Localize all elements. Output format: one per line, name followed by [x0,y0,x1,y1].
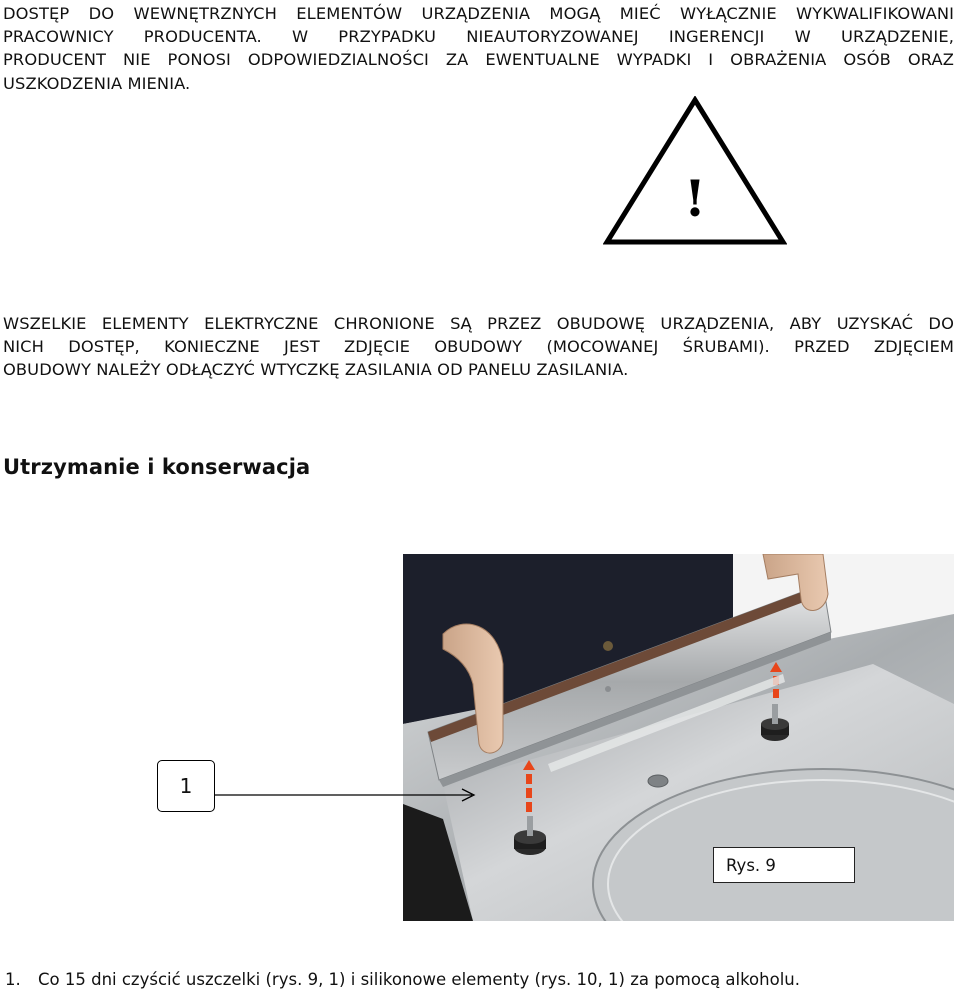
paragraph-line: WSZELKIE ELEMENTY ELEKTRYCZNE CHRONIONE SĄ PRZEZ OBUDOWĘ URZĄDZENIA, ABY UZYSKAĆ DO [3,314,954,333]
figure-caption: Rys. 9 [713,847,855,883]
paragraph-line: NICH DOSTĘP, KONIECZNE JEST ZDJĘCIE OBUDOWY (MOCOWANEJ ŚRUBAMI). PRZED ZDJĘCIEM [3,337,954,357]
paragraph-line: USZKODZENIA MIENIA. [3,73,191,93]
exclamation-triangle-icon [603,96,787,246]
paragraph-line: PRODUCENT NIE PONOSI ODPOWIEDZIALNOŚCI ZA EWENTUALNE WYPADKI I OBRAŻENIA OSÓB ORAZ [3,50,954,70]
warning-symbol: ! [684,169,706,228]
warning-paragraph-electrical [3,312,954,382]
paragraph-line: OBUDOWY NALEŻY ODŁĄCZYĆ WTYCZKĘ ZASILANIA OD PANELU ZASILANIA. [3,360,629,380]
callout-leader-line [214,770,484,810]
paragraph-line: PRACOWNICY PRODUCENTA. W PRZYPADKU NIEAUTORYZOWANEJ INGERENCJI W URZĄDZENIE, [3,27,954,47]
callout-label: 1 [157,760,215,812]
maintenance-photo [403,554,954,921]
step-number: 1. [5,970,21,989]
section-heading: Utrzymanie i konserwacja [3,455,311,479]
warning-paragraph-access [3,2,954,95]
paragraph-line: DOSTĘP DO WEWNĘTRZNYCH ELEMENTÓW URZĄDZENIA MOGĄ MIEĆ WYŁĄCZNIE WYKWALIFIKOWANI [3,4,954,23]
step-text: Co 15 dni czyścić uszczelki (rys. 9, 1) i silikonowe elementy (rys. 10, 1) za pomocą alkoholu. [38,970,800,989]
maintenance-step [5,970,800,989]
